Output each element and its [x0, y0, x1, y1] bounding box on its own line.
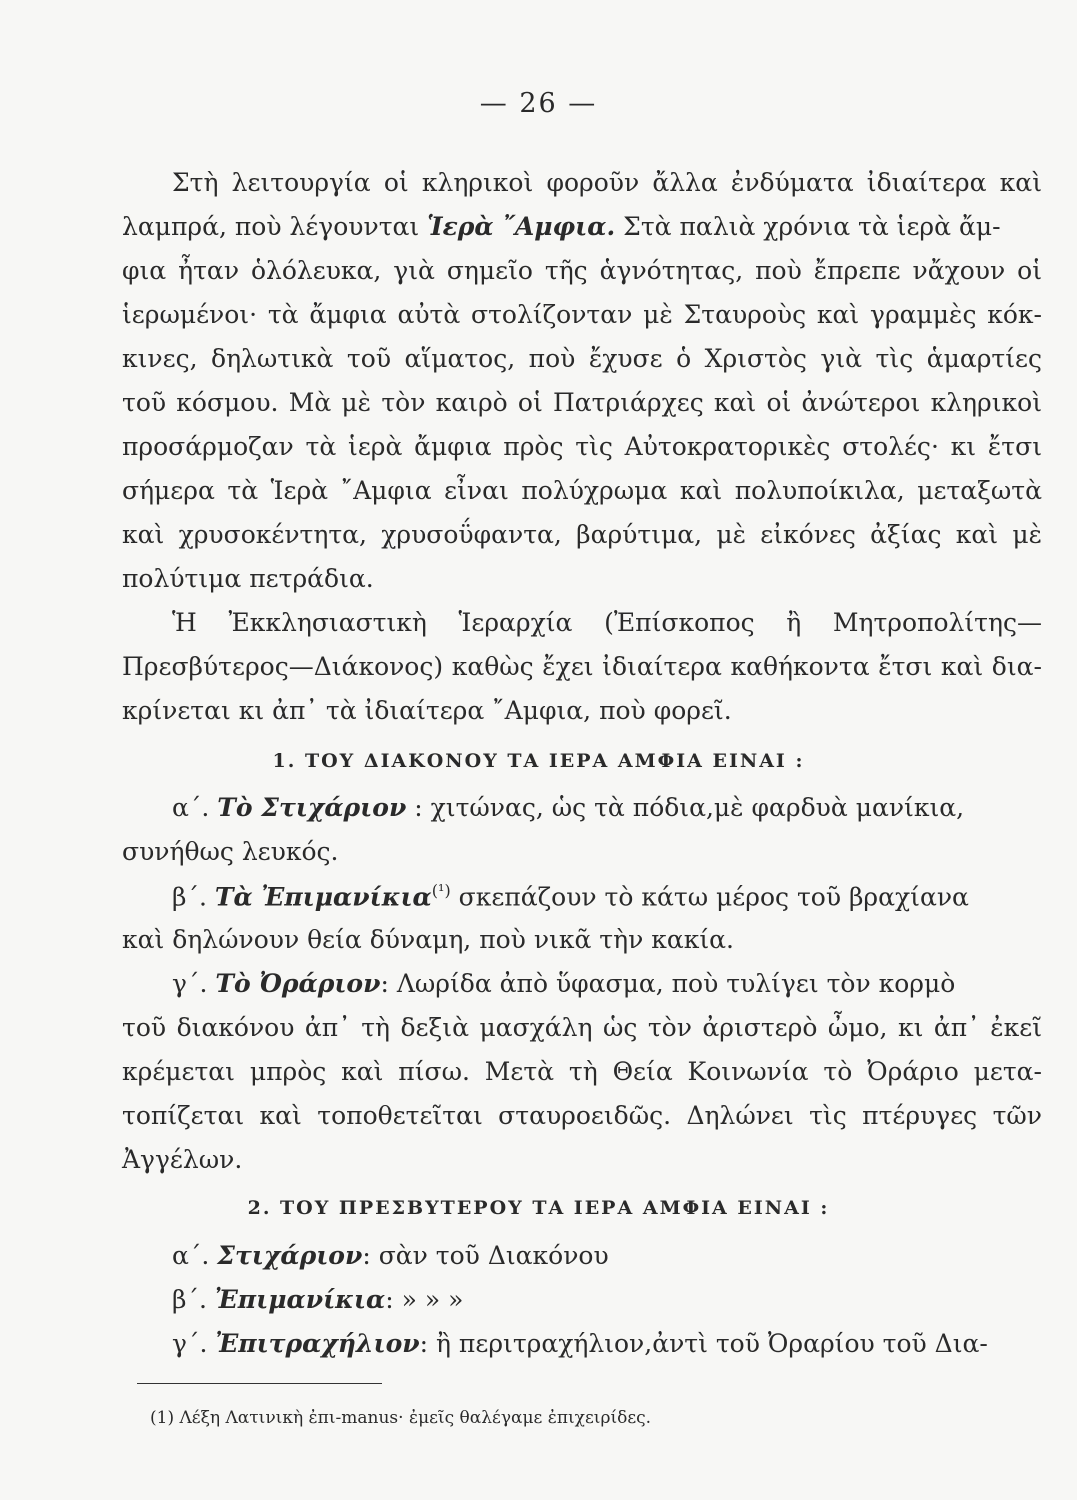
paragraph-line: Πρεσβύτερος—Διάκονος) καθὼς ἔχει ἰδιαίτερα καθήκοντα ἔτσι καὶ δια-	[122, 652, 1042, 681]
paragraph-line: καὶ δηλώνουν θεία δύναμη, ποὺ νικᾶ τὴν κακία.	[122, 925, 734, 954]
paragraph-line: τοῦ διακόνου ἀπ᾽ τὴ δεξιὰ μασχάλη ὡς τὸν ἀριστερὸ ὦμο, κι ἀπ᾽ ἐκεῖ	[122, 1013, 1042, 1042]
footnote: (1) Λέξη Λατινικὴ ἐπι-manus· ἐμεῖς θαλέγαμε ἐπιχειρίδες.	[150, 1408, 652, 1428]
paragraph-line: κρέμεται μπρὸς καὶ πίσω. Μετὰ τὴ Θεία Κοινωνία τὸ Ὀράριο μετα-	[122, 1057, 1042, 1086]
paragraph-line: καὶ χρυσοκέντητα, χρυσοΰφαντα, βαρύτιμα, μὲ εἰκόνες ἀξίας καὶ μὲ	[122, 520, 1042, 549]
paragraph-line: Στὴ λειτουργία οἱ κληρικοὶ φοροῦν ἄλλα ἐνδύματα ἰδιαίτερα καὶ	[172, 168, 1042, 197]
section-heading: 2. ΤΟΥ ΠΡΕΣΒΥΤΕΡΟΥ ΤΑ ΙΕΡΑ ΑΜΦΙΑ ΕΙΝΑΙ :	[247, 1197, 830, 1219]
paragraph-line: σήμερα τὰ Ἱερὰ ῎Αμφια εἶναι πολύχρωμα καὶ πολυποίκιλα, μεταξωτὰ	[122, 476, 1042, 505]
list-item: β΄. Ἐπιμανίκια: » » »	[172, 1285, 464, 1314]
list-item: γ΄. Ἐπιτραχήλιον: ἢ περιτραχήλιον,ἀντὶ τοῦ Ὀραρίου τοῦ Δια-	[172, 1329, 988, 1358]
page-number: — 26 —	[479, 88, 598, 119]
paragraph-line: τοπίζεται καὶ τοποθετεῖται σταυροειδῶς. Δηλώνει τὶς πτέρυγες τῶν	[122, 1101, 1042, 1130]
paragraph-line: ἱερωμένοι· τὰ ἄμφια αὐτὰ στολίζονταν μὲ Σταυροὺς καὶ γραμμὲς κόκ-	[122, 300, 1042, 329]
footnote-divider	[137, 1383, 382, 1384]
emphasized-term: Ἱερὰ ῎Αμφια.	[427, 212, 616, 241]
paragraph-line: πολύτιμα πετράδια.	[122, 564, 374, 593]
paragraph-line: κρίνεται κι ἀπ᾽ τὰ ἰδιαίτερα ῎Αμφια, ποὺ φορεῖ.	[122, 696, 732, 725]
paragraph-line: Ἀγγέλων.	[122, 1145, 243, 1174]
paragraph-line: Ἡ Ἐκκλησιαστικὴ Ἱεραρχία (Ἐπίσκοπος ἢ Μητροπολίτης—	[172, 608, 1042, 637]
paragraph-line: κινες, δηλωτικὰ τοῦ αἵματος, ποὺ ἔχυσε ὁ Χριστὸς γιὰ τὶς ἁμαρτίες	[122, 344, 1042, 373]
list-item: β΄. Τὰ Ἐπιμανίκια$^{(^1)}$ σκεπάζουν τὸ κάτω μέρος τοῦ βραχίανα	[172, 881, 969, 912]
list-item: α΄. Τὸ Στιχάριον : χιτώνας, ὡς τὰ πόδια,μὲ φαρδυὰ μανίκια,	[172, 793, 965, 822]
section-heading: 1. ΤΟΥ ΔΙΑΚΟΝΟΥ ΤΑ ΙΕΡΑ ΑΜΦΙΑ ΕΙΝΑΙ :	[272, 750, 805, 772]
list-item: α΄. Στιχάριον: σὰν τοῦ Διακόνου	[172, 1241, 609, 1270]
paragraph-line: προσάρμοζαν τὰ ἱερὰ ἄμφια πρὸς τὶς Αὐτοκρατορικὲς στολές· κι ἔτσι	[122, 432, 1042, 461]
list-item: γ΄. Τὸ Ὀράριον: Λωρίδα ἀπὸ ὕφασμα, ποὺ τυλίγει τὸν κορμὸ	[172, 969, 956, 998]
paragraph-line: τοῦ κόσμου. Μὰ μὲ τὸν καιρὸ οἱ Πατριάρχες καὶ οἱ ἀνώτεροι κληρικοὶ	[122, 388, 1042, 417]
paragraph-line: συνήθως λευκός.	[122, 837, 339, 866]
paragraph-line: φια ἦταν ὁλόλευκα, γιὰ σημεῖο τῆς ἁγνότητας, ποὺ ἔπρεπε νἄχουν οἱ	[122, 256, 1042, 285]
paragraph-line: λαμπρά, ποὺ λέγουνται Ἱερὰ ῎Αμφια. Στὰ παλιὰ χρόνια τὰ ἱερὰ ἄμ-	[122, 212, 1001, 241]
